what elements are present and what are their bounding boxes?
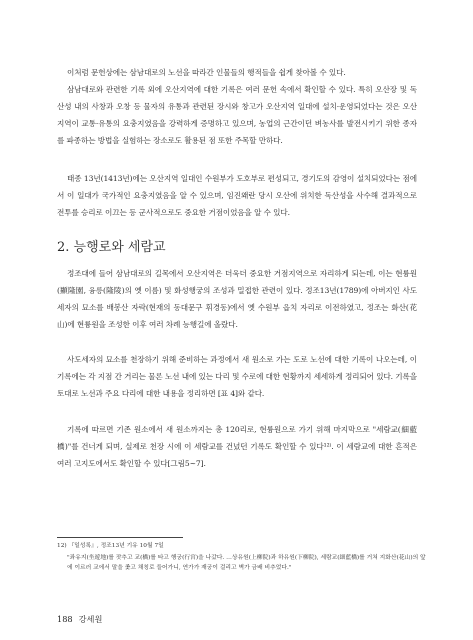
page-number: 188 — [57, 614, 73, 624]
section-heading: 2. 능행로와 세람교 — [57, 240, 166, 255]
footnote-source-line — [57, 541, 419, 551]
footnote-divider — [57, 537, 183, 538]
footnote-text: "좌유지(坐遊地)를 잣추고 교(橋)를 타고 행궁(行宮)을 나갔다. …상유원(上柳院)과 하유원(下柳院), 세람교(細藍橋)를 거쳐 지화산(花山)의 앞에 이르러 교에서 말을 좇고 채칭로 들어가니, 연가가 재궁이 걸리고 벽가 금배 비추었다." — [67, 555, 426, 572]
running-footer-title: 강세원 — [78, 614, 103, 624]
paragraph: 태종 13년(1413년)에는 오산지역 일대인 수원부가 도호부로 편성되고, 경기도의 감영이 설치되었다는 점에서 이 일대가 국가적인 요충지였음을 알 수 있으며, 임진왜란 당시 오산에 위치한 독산성을 사수해 결과적으로 전투를 승리로 이끄는 등 군사적으로도 중요한 거점이었음을 알 수 있다. — [57, 174, 417, 218]
paragraph: 이처럼 문헌상에는 삼남대로의 노선을 따라간 인물들의 행적들을 쉽게 찾아볼 수 있다. — [67, 68, 346, 77]
footnote-marker: 12) — [57, 543, 67, 549]
footnote-source: 『일성록』, 정조13년 기유 10월 7일 — [68, 543, 164, 549]
paragraph: 기록에 따르면 기존 원소에서 새 원소까지는 총 120리로, 현륭원으로 가기 위해 마지막으로 "세람교(細藍橋)"를 건너게 되며, 실제로 천장 시에 이 세람교를 건넜던 기록도 확인할 수 있다¹²⁾. 이 세람교에 대한 흔적은 여러 고지도에서도 확인할 수 있다[그림5~7]. — [57, 425, 417, 469]
paragraph: 정조대에 들어 삼남대로의 길목에서 오산지역은 더욱더 중요한 거점지역으로 자리하게 되는데, 이는 현륭원(顯隆園, 융릉(隆陵)의 옛 이름) 및 화성행궁의 조성과 밀접한 관련이 있다. 정조13년(1789)에 아버지인 사도세자의 묘소를 배봉산 자락(현재의 동대문구 휘경동)에서 옛 수원부 읍치 자리로 이전하였고, 정조는 화산(花山)에 현륭원을 조성한 이후 여러 차례 능행길에 올랐다. — [57, 269, 417, 330]
paragraph: 사도세자의 묘소를 천장하기 위해 준비하는 과정에서 새 원소로 가는 도로 노선에 대한 기록이 나오는데, 이 기록에는 각 지점 간 거리는 물론 노선 내에 있는 다리 및 수로에 대한 현황까지 세세하게 정리되어 있다. 기록을 토대로 노선과 주요 다리에 대한 내용을 정리하면 [표 4]와 같다. — [57, 355, 418, 399]
page-folio — [57, 614, 102, 624]
paragraph: 삼남대로와 관련한 기록 외에 오산지역에 대한 기록은 여러 문헌 속에서 확인할 수 있다. 특히 오산장 및 독산성 내의 사창과 오창 등 물자의 유통과 관련된 장시와 창고가 오산지역 일대에 설치·운영되었다는 것은 오산지역이 교통·유통의 요충지였음을 강력하게 증명하고 있으며, 농업의 근간이던 벼농사를 발전시키기 위한 종자를 파종하는 방법을 실험하는 장소로도 활용된 점 또한 주목할 만하다. — [57, 85, 417, 146]
